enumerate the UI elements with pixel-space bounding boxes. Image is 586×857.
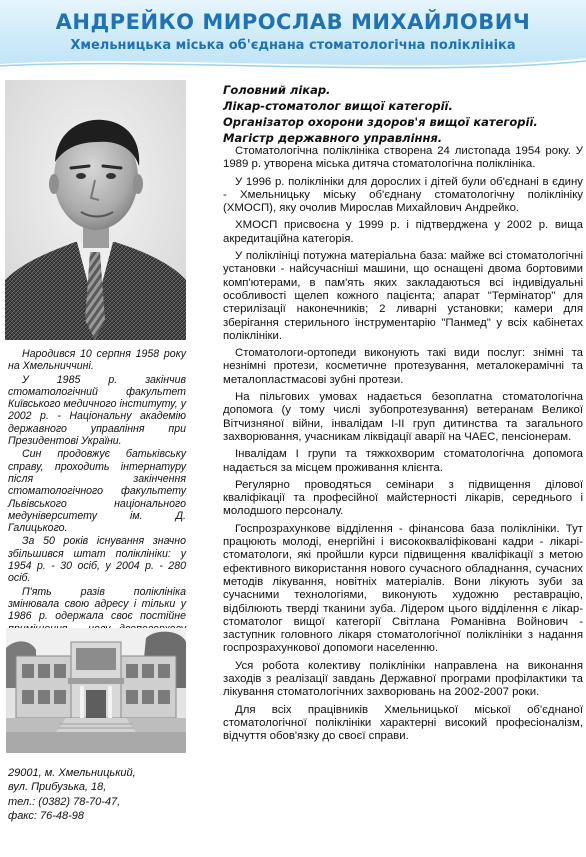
article-paragraph: Стоматологи-ортопеди виконують такі види послуг: знімні та незнімні протези, косметичне протезування, металокерамічні та металопластмасові зубні протези. — [223, 347, 583, 386]
person-name-heading: АНДРЕЙКО МИРОСЛАВ МИХАЙЛОВИЧ — [55, 10, 531, 34]
clinic-building-photo — [6, 628, 186, 753]
address-street: вул. Прибузька, 18, — [8, 781, 107, 794]
address-fax: факс: 76-48-98 — [8, 809, 85, 822]
page-header — [0, 0, 586, 72]
article-paragraph: Госпрозрахункове відділення - фінансова база поліклініки. Тут працюють молоді, енергійні і висококваліфіковані кадри - лікарі-стоматологи, які пройшли курси підвищення кваліфікації з метою ефективного використання нового сучасного обладнання, сучасних методів лікування, новітніх матеріалів. Вони лікують зуби за сучасними технологіями, виконують художню реставрацію, відбілюють тверді тканини зуба. Лідером цього відділення є лікар-стоматолог вищої категорії Світлана Романівна Войнович - заступник головного лікаря стоматологічної поліклініки з надання госпрозрахункової допомоги населенню. — [223, 522, 583, 655]
article-paragraph: У 1996 р. поліклініки для дорослих і дітей були об'єднані в єдину - Хмельницьку міську об'єднану стоматологічну поліклініку (ХМОСП), яку очолив Мирослав Михайлович Андрейко. — [223, 175, 583, 215]
bio-paragraph: Син продовжує батьківську справу, проходить інтернатуру після закінчення стоматологічного факультету Львівського національного медуніверситету ім. Д. Галицького. — [8, 448, 186, 535]
title-line: Магістр державного управління. — [223, 131, 443, 145]
bio-paragraph: У 1985 р. закінчив стоматологічний факультет Київського медичного інституту, у 2002 р. - Національну академію державного управління при Президентові України. — [8, 373, 186, 448]
building-image — [6, 628, 186, 753]
article-paragraph: ХМОСП присвоєна у 1999 р. і підтверджена у 2002 р. вища акредитаційна категорія. — [223, 219, 583, 245]
position-titles — [223, 82, 583, 146]
article-paragraph: На пільгових умовах надається безоплатна стоматологічна допомога (у тому числі зубопротезування) ветеранам Великої Вітчизняної війни, інвалідам I-II груп дитинства та загального захворювання, учасникам ліквідації аварії на ЧАЕС, пенсіонерам. — [223, 391, 583, 443]
organization-subheading: Хмельницька міська об'єднана стоматологічна поліклініка — [70, 38, 516, 53]
portrait-image — [5, 80, 186, 340]
biography-block — [8, 348, 186, 660]
bio-paragraph: П'ять разів поліклініка змінювала свою адресу і тільки у 1986 р. одержала своє постійне — [8, 585, 186, 623]
article-paragraph: Стоматологічна поліклініка створена 24 листопада 1954 року. У 1989 р. утворена міська дитяча стоматологічна поліклініка. — [223, 145, 583, 171]
article-paragraph: У поліклініці потужна матеріальна база: майже всі стоматологічні установки - найсучасніші машини, що оснащені двома бортовими комп'ютерами, в пам'ять яких закладаються всі індивідуальні особливості щелеп кожного пацієнта; апарат "Термінатор" для стерилізації наконечників; 2 ливарні установки; камери для зберігання стерильного інструментарію "Панмед" у всіх кабінетах поліклініки. — [223, 250, 583, 342]
bio-paragraph: За 50 років існування значно збільшився штат поліклініки: у 1954 р. - 30 осіб, у 2004 р. - 280 осіб. — [8, 535, 186, 585]
portrait-photo — [5, 80, 186, 340]
article-paragraph: Уся робота колективу поліклініки направлена на виконання заходів з реалізації завдань Державної програми профілактики та лікування стоматологічних захворювань на 2002-2007 роки. — [223, 659, 583, 699]
title-line: Головний лікар. — [223, 83, 331, 97]
article-paragraph: Інвалідам I групи та тяжкохворим стоматологічна допомога надається за місцем проживання клієнта. — [223, 448, 583, 474]
article-paragraph: Для всіх працівників Хмельницької міської об'єднаної стоматологічної поліклініки характерні високий професіоналізм, відчуття обов'язку до своєї справи. — [223, 703, 583, 743]
article-paragraph: Регулярно проводяться семінари з підвищення ділової кваліфікації та професійної майстерності лікарів, середнього і молодшого персоналу. — [223, 478, 583, 518]
bio-paragraph: Народився 10 серпня 1958 року на Хмельниччині. — [8, 348, 186, 373]
address-phone: тел.: (0382) 78-70-47, — [8, 795, 121, 808]
title-line: Організатор охорони здоров'я вищої категорії. — [223, 115, 538, 129]
header-wave-decoration — [0, 54, 586, 72]
article-body — [223, 145, 583, 747]
title-line: Лікар-стоматолог вищої категорії. — [223, 99, 453, 113]
address-postal: 29001, м. Хмельницький, — [8, 767, 136, 779]
contact-address — [8, 766, 186, 823]
